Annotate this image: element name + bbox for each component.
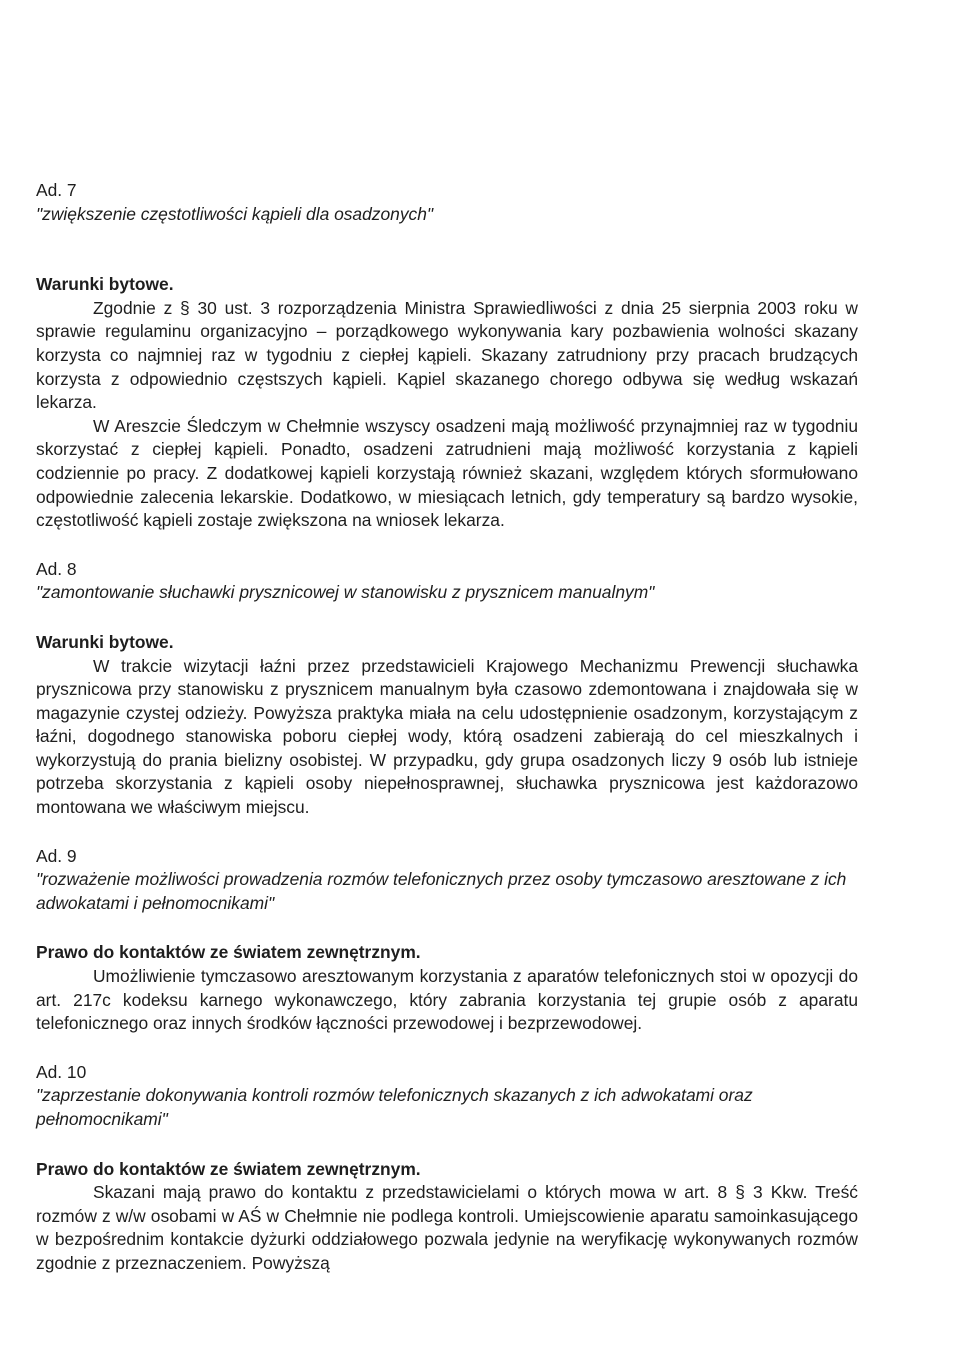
section-heading: Prawo do kontaktów ze światem zewnętrznym. xyxy=(36,1158,421,1179)
paragraph: Skazani mają prawo do kontaktu z przedstawicielami o których mowa w art. 8 § 3 Kkw. Treść rozmów z w/w osobami w AŚ w Chełmnie nie podlega kontroli. Umiejscowienie aparatu samoinkasującego w bezpośrednim kontakcie dyżurki oddziałowego pozwala jedynie na weryfikację wykonywanych rozmów zgodnie z przeznaczeniem. Powyższą xyxy=(36,1182,858,1273)
section-ad-10 xyxy=(36,1061,858,1276)
recommendation-quote: "zwiększenie częstotliwości kąpieli dla osadzonych" xyxy=(36,203,434,224)
section-ad-9 xyxy=(36,845,858,1036)
section-heading: Prawo do kontaktów ze światem zewnętrznym. xyxy=(36,942,421,963)
section-heading: Warunki bytowe. xyxy=(36,631,174,652)
section-number: Ad. 7 xyxy=(36,180,77,200)
document-body xyxy=(36,179,858,1276)
section-heading: Warunki bytowe. xyxy=(36,274,174,295)
paragraph: Umożliwienie tymczasowo aresztowanym korzystania z aparatów telefonicznych stoi w opozycji do art. 217c kodeksu karnego wykonawczego, który zabrania korzystania tej grupie osób z aparatu telefonicznego oraz innych środków łączności przewodowej i bezprzewodowej. xyxy=(36,966,858,1034)
paragraph: Zgodnie z § 30 ust. 3 rozporządzenia Ministra Sprawiedliwości z dnia 25 sierpnia 2003 roku w sprawie regulaminu organizacyjno – porządkowego wykonywania kary pozbawienia wolności skazany korzysta co najmniej raz w tygodniu z ciepłej kąpieli. Skazany zatrudniony przy pracach brudzących korzysta z odpowiednio częstszych kąpieli. Kąpiel skazanego chorego odbywa się według wskazań lekarza. xyxy=(36,297,858,413)
paragraph: W Areszcie Śledczym w Chełmnie wszyscy osadzeni mają możliwość przynajmniej raz w tygodniu skorzystać z ciepłej kąpieli. Ponadto, osadzeni zatrudnieni mają możliwość korzystania z kąpieli codziennie po pracy. Z dodatkowej kąpieli korzystają również skazani, względem których sformułowano odpowiednie zalecenia lekarskie. Dodatkowo, w miesiącach letnich, gdy temperatury są bardzo wysokie, częstotliwość kąpieli zostaje zwiększona na wniosek lekarza. xyxy=(36,415,858,531)
recommendation-quote: "zamontowanie słuchawki prysznicowej w stanowisku z prysznicem manualnym" xyxy=(36,582,655,603)
section-ad-7 xyxy=(36,179,858,533)
section-number: Ad. 10 xyxy=(36,1061,87,1082)
recommendation-quote: "zaprzestanie dokonywania kontroli rozmów telefonicznych skazanych z ich adwokatami oraz pełnomocnikami" xyxy=(36,1085,753,1129)
section-number: Ad. 9 xyxy=(36,845,77,866)
paragraph: W trakcie wizytacji łaźni przez przedstawicieli Krajowego Mechanizmu Prewencji słuchawka prysznicowa przy stanowisku z prysznicem manualnym była czasowo zdemontowana i znajdowała się w magazynie czystej odzieży. Powyższa praktyka miała na celu udostępnienie osadzonym, korzystającym z łaźni, dogodnego stanowiska poboru ciepłej wody, którą osadzeni zabierają do cel mieszkalnych i wykorzystują do prania bielizny osobistej. W przypadku, gdy grupa osadzonych liczy 9 osób lub istnieje potrzeba skorzystania z kąpieli osoby niepełnosprawnej, słuchawka prysznicowa jest każdorazowo montowana we właściwym miejscu. xyxy=(36,655,858,818)
section-ad-8 xyxy=(36,558,858,820)
section-number: Ad. 8 xyxy=(36,558,77,579)
recommendation-quote: "rozważenie możliwości prowadzenia rozmów telefonicznych przez osoby tymczasowo aresztowane z ich adwokatami i pełnomocnikami" xyxy=(36,869,847,913)
